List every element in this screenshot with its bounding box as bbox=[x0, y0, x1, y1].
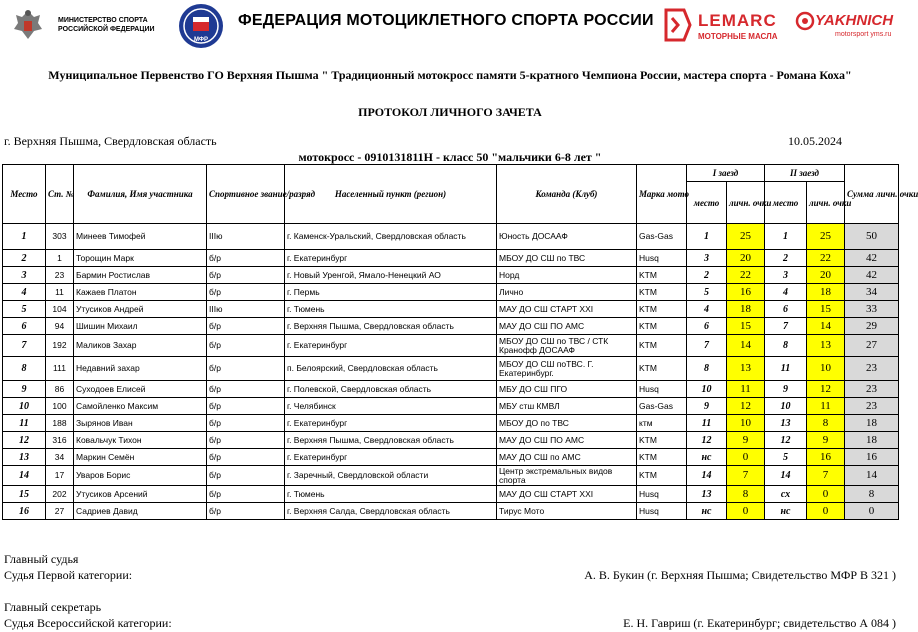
row-place: 13 bbox=[3, 449, 46, 466]
row-race1-points: 20 bbox=[727, 250, 765, 267]
row-rank: б/р bbox=[207, 466, 285, 486]
row-name: Утусиков Арсений bbox=[74, 486, 207, 503]
row-place: 7 bbox=[3, 335, 46, 357]
row-name: Садриев Давид bbox=[74, 503, 207, 520]
row-bike: Husq bbox=[637, 381, 687, 398]
table-row bbox=[3, 466, 899, 486]
row-total: 23 bbox=[845, 381, 899, 398]
row-start-no: 23 bbox=[46, 267, 74, 284]
row-place: 11 bbox=[3, 415, 46, 432]
row-total: 42 bbox=[845, 250, 899, 267]
table-row bbox=[3, 449, 899, 466]
row-race2-points: 7 bbox=[807, 466, 845, 486]
row-race2-points: 13 bbox=[807, 335, 845, 357]
row-total: 33 bbox=[845, 301, 899, 318]
row-place: 12 bbox=[3, 432, 46, 449]
row-race1-points: 8 bbox=[727, 486, 765, 503]
row-start-no: 86 bbox=[46, 381, 74, 398]
lemarc-logo-icon bbox=[662, 8, 692, 42]
row-race2-points: 22 bbox=[807, 250, 845, 267]
mfr-logo-icon bbox=[178, 3, 224, 49]
table-row bbox=[3, 250, 899, 267]
col-start-no: Ст. № bbox=[46, 165, 74, 224]
row-start-no: 188 bbox=[46, 415, 74, 432]
row-race1-points: 13 bbox=[727, 357, 765, 381]
row-city: г. Верхняя Пышма, Свердловская область bbox=[285, 432, 497, 449]
row-city: г. Пермь bbox=[285, 284, 497, 301]
row-race2-place: 4 bbox=[765, 284, 807, 301]
row-city: г. Челябинск bbox=[285, 398, 497, 415]
chief-judge-label: Главный судья bbox=[4, 552, 79, 566]
row-race1-place: 10 bbox=[687, 381, 727, 398]
row-rank: б/р bbox=[207, 398, 285, 415]
header-bar bbox=[0, 0, 900, 50]
row-team: МБУ стш КМВЛ bbox=[497, 398, 637, 415]
row-place: 6 bbox=[3, 318, 46, 335]
row-race1-points: 12 bbox=[727, 398, 765, 415]
row-race1-place: 1 bbox=[687, 224, 727, 250]
table-row bbox=[3, 267, 899, 284]
row-race2-place: 7 bbox=[765, 318, 807, 335]
row-race2-place: 10 bbox=[765, 398, 807, 415]
row-team: МАУ ДО СШ ПО АМС bbox=[497, 432, 637, 449]
row-rank: IIIю bbox=[207, 224, 285, 250]
row-bike: KTM bbox=[637, 466, 687, 486]
row-city: г. Екатеринбург bbox=[285, 449, 497, 466]
col-race2: II заезд bbox=[765, 165, 845, 182]
row-race2-points: 0 bbox=[807, 503, 845, 520]
row-race2-place: 12 bbox=[765, 432, 807, 449]
event-title: Муниципальное Первенство ГО Верхняя Пышма " Традиционный мотокросс памяти 5-кратного Чемпиона России, мастера спорта - Романа Коха" bbox=[48, 68, 852, 82]
row-city: г. Тюмень bbox=[285, 486, 497, 503]
row-total: 23 bbox=[845, 357, 899, 381]
row-total: 34 bbox=[845, 284, 899, 301]
row-race2-points: 20 bbox=[807, 267, 845, 284]
row-total: 42 bbox=[845, 267, 899, 284]
col-bike: Марка мото bbox=[637, 165, 687, 224]
table-row bbox=[3, 503, 899, 520]
col-place: Место bbox=[3, 165, 46, 224]
row-place: 9 bbox=[3, 381, 46, 398]
row-race2-place: 1 bbox=[765, 224, 807, 250]
event-location: г. Верхняя Пышма, Свердловская область bbox=[4, 134, 217, 148]
row-name: Маликов Захар bbox=[74, 335, 207, 357]
row-team: МАУ ДО СШ ПО АМС bbox=[497, 318, 637, 335]
col-team: Команда (Клуб) bbox=[497, 165, 637, 224]
row-city: г. Каменск-Уральский, Свердловская область bbox=[285, 224, 497, 250]
table-row bbox=[3, 284, 899, 301]
row-bike: Gas-Gas bbox=[637, 224, 687, 250]
row-team: МБОУ ДО СШ поТВС. Г. Екатеринбург. bbox=[497, 357, 637, 381]
row-city: г. Новый Уренгой, Ямало-Ненецкий АО bbox=[285, 267, 497, 284]
row-team: МАУ ДО СШ по АМС bbox=[497, 449, 637, 466]
row-race1-place: 11 bbox=[687, 415, 727, 432]
row-name: Уваров Борис bbox=[74, 466, 207, 486]
row-race1-place: 2 bbox=[687, 267, 727, 284]
row-team: МБОУ ДО СШ по ТВС bbox=[497, 250, 637, 267]
row-bike: KTM bbox=[637, 335, 687, 357]
row-bike: Husq bbox=[637, 486, 687, 503]
row-name: Шишин Михаил bbox=[74, 318, 207, 335]
row-race2-place: 3 bbox=[765, 267, 807, 284]
row-race1-place: 6 bbox=[687, 318, 727, 335]
row-race2-place: 2 bbox=[765, 250, 807, 267]
row-rank: б/р bbox=[207, 449, 285, 466]
row-start-no: 94 bbox=[46, 318, 74, 335]
row-place: 1 bbox=[3, 224, 46, 250]
row-race2-points: 11 bbox=[807, 398, 845, 415]
row-name: Торощин Марк bbox=[74, 250, 207, 267]
row-race1-place: нс bbox=[687, 503, 727, 520]
chief-judge-name: А. В. Букин (г. Верхняя Пышма; Свидетельство МФР В 321 ) bbox=[584, 568, 896, 582]
col-race1-points: личн. очки bbox=[727, 182, 765, 224]
row-bike: KTM bbox=[637, 449, 687, 466]
row-total: 18 bbox=[845, 415, 899, 432]
row-race1-points: 22 bbox=[727, 267, 765, 284]
row-rank: б/р bbox=[207, 284, 285, 301]
row-rank: б/р bbox=[207, 250, 285, 267]
row-race1-points: 16 bbox=[727, 284, 765, 301]
row-city: г. Екатеринбург bbox=[285, 415, 497, 432]
ministry-name: МИНИСТЕРСТВО СПОРТА РОССИЙСКОЙ ФЕДЕРАЦИИ bbox=[58, 17, 155, 33]
yakhnich-logo bbox=[795, 10, 895, 44]
row-place: 5 bbox=[3, 301, 46, 318]
row-race1-place: 7 bbox=[687, 335, 727, 357]
row-rank: б/р bbox=[207, 432, 285, 449]
row-place: 15 bbox=[3, 486, 46, 503]
table-row bbox=[3, 381, 899, 398]
col-race2-place: место bbox=[765, 182, 807, 224]
row-city: п. Белоярский, Свердловская область bbox=[285, 357, 497, 381]
row-team: Центр экстремальных видов спорта bbox=[497, 466, 637, 486]
chief-secretary-category: Судья Всероссийской категории: bbox=[4, 616, 172, 630]
table-row bbox=[3, 335, 899, 357]
row-race2-place: 13 bbox=[765, 415, 807, 432]
row-race1-points: 0 bbox=[727, 503, 765, 520]
row-start-no: 27 bbox=[46, 503, 74, 520]
row-city: г. Заречный, Свердловской области bbox=[285, 466, 497, 486]
row-total: 27 bbox=[845, 335, 899, 357]
row-team: МАУ ДО СШ СТАРТ XXI bbox=[497, 486, 637, 503]
row-race2-points: 10 bbox=[807, 357, 845, 381]
row-race1-place: 12 bbox=[687, 432, 727, 449]
row-bike: KTM bbox=[637, 357, 687, 381]
col-race1: I заезд bbox=[687, 165, 765, 182]
row-race1-points: 7 bbox=[727, 466, 765, 486]
row-name: Минеев Тимофей bbox=[74, 224, 207, 250]
table-row bbox=[3, 224, 899, 250]
row-city: г. Верхняя Салда, Свердловская область bbox=[285, 503, 497, 520]
row-name: Бармин Ростислав bbox=[74, 267, 207, 284]
row-place: 2 bbox=[3, 250, 46, 267]
row-rank: б/р bbox=[207, 357, 285, 381]
row-total: 18 bbox=[845, 432, 899, 449]
row-race1-points: 25 bbox=[727, 224, 765, 250]
row-race2-points: 18 bbox=[807, 284, 845, 301]
federation-title: ФЕДЕРАЦИЯ МОТОЦИКЛЕТНОГО СПОРТА РОССИИ bbox=[238, 12, 654, 29]
row-start-no: 192 bbox=[46, 335, 74, 357]
row-start-no: 11 bbox=[46, 284, 74, 301]
emblem-icon bbox=[8, 5, 48, 45]
row-team: МАУ ДО СШ СТАРТ XXI bbox=[497, 301, 637, 318]
table-row bbox=[3, 415, 899, 432]
row-total: 29 bbox=[845, 318, 899, 335]
row-bike: Husq bbox=[637, 503, 687, 520]
row-start-no: 17 bbox=[46, 466, 74, 486]
row-race1-place: 5 bbox=[687, 284, 727, 301]
lemarc-name: LEMARC bbox=[698, 11, 777, 30]
row-place: 10 bbox=[3, 398, 46, 415]
row-city: г. Полевской, Свердловская область bbox=[285, 381, 497, 398]
row-city: г. Тюмень bbox=[285, 301, 497, 318]
row-rank: б/р bbox=[207, 267, 285, 284]
row-rank: б/р bbox=[207, 503, 285, 520]
row-city: г. Екатеринбург bbox=[285, 250, 497, 267]
row-race1-points: 9 bbox=[727, 432, 765, 449]
row-race2-points: 12 bbox=[807, 381, 845, 398]
row-race2-points: 14 bbox=[807, 318, 845, 335]
row-race1-points: 15 bbox=[727, 318, 765, 335]
row-race2-place: 5 bbox=[765, 449, 807, 466]
row-name: Суходоев Елисей bbox=[74, 381, 207, 398]
row-team: МБОУ ДО по ТВС bbox=[497, 415, 637, 432]
mfr-logo-text: МФР bbox=[193, 37, 209, 43]
row-race1-place: 9 bbox=[687, 398, 727, 415]
row-place: 3 bbox=[3, 267, 46, 284]
row-race2-points: 9 bbox=[807, 432, 845, 449]
row-race1-place: 14 bbox=[687, 466, 727, 486]
row-place: 4 bbox=[3, 284, 46, 301]
row-race1-points: 10 bbox=[727, 415, 765, 432]
row-bike: Gas-Gas bbox=[637, 398, 687, 415]
protocol-title: ПРОТОКОЛ ЛИЧНОГО ЗАЧЕТА bbox=[358, 105, 542, 119]
row-bike: Husq bbox=[637, 250, 687, 267]
row-team: Тирус Мото bbox=[497, 503, 637, 520]
row-name: Ковальчук Тихон bbox=[74, 432, 207, 449]
row-team: Юность ДОСААФ bbox=[497, 224, 637, 250]
row-city: г. Верхняя Пышма, Свердловская область bbox=[285, 318, 497, 335]
row-total: 14 bbox=[845, 466, 899, 486]
row-race2-place: 6 bbox=[765, 301, 807, 318]
row-start-no: 100 bbox=[46, 398, 74, 415]
row-race2-points: 25 bbox=[807, 224, 845, 250]
row-name: Недавний захар bbox=[74, 357, 207, 381]
row-race1-place: 3 bbox=[687, 250, 727, 267]
lemarc-sub: МОТОРНЫЕ МАСЛА bbox=[698, 32, 778, 41]
table-row bbox=[3, 318, 899, 335]
chief-secretary-label: Главный секретарь bbox=[4, 600, 102, 614]
row-name: Самойленко Максим bbox=[74, 398, 207, 415]
row-name: Утусиков Андрей bbox=[74, 301, 207, 318]
chief-secretary-name: Е. Н. Гавриш (г. Екатеринбург; свидетельство А 084 ) bbox=[623, 616, 896, 630]
row-place: 16 bbox=[3, 503, 46, 520]
row-rank: IIIю bbox=[207, 301, 285, 318]
row-start-no: 202 bbox=[46, 486, 74, 503]
yakhnich-logo-icon bbox=[795, 10, 815, 32]
row-place: 14 bbox=[3, 466, 46, 486]
row-total: 8 bbox=[845, 486, 899, 503]
row-start-no: 104 bbox=[46, 301, 74, 318]
row-race2-points: 15 bbox=[807, 301, 845, 318]
row-start-no: 111 bbox=[46, 357, 74, 381]
yakhnich-sub: motorsport yms.ru bbox=[835, 31, 892, 38]
row-bike: KTM bbox=[637, 318, 687, 335]
table-row bbox=[3, 301, 899, 318]
row-start-no: 303 bbox=[46, 224, 74, 250]
col-name: Фамилия, Имя участника bbox=[74, 165, 207, 224]
row-start-no: 316 bbox=[46, 432, 74, 449]
row-bike: KTM bbox=[637, 432, 687, 449]
row-rank: б/р bbox=[207, 486, 285, 503]
col-race1-place: место bbox=[687, 182, 727, 224]
row-race2-place: 14 bbox=[765, 466, 807, 486]
row-race2-place: 8 bbox=[765, 335, 807, 357]
row-total: 23 bbox=[845, 398, 899, 415]
row-race1-place: 4 bbox=[687, 301, 727, 318]
row-race2-points: 8 bbox=[807, 415, 845, 432]
row-rank: б/р bbox=[207, 381, 285, 398]
row-rank: б/р bbox=[207, 318, 285, 335]
chief-judge-category: Судья Первой категории: bbox=[4, 568, 133, 582]
row-total: 0 bbox=[845, 503, 899, 520]
row-bike: ктм bbox=[637, 415, 687, 432]
row-race2-place: 11 bbox=[765, 357, 807, 381]
row-team: Норд bbox=[497, 267, 637, 284]
yakhnich-name: YAKHNICH bbox=[815, 12, 894, 29]
row-race2-place: сх bbox=[765, 486, 807, 503]
row-team: Лично bbox=[497, 284, 637, 301]
row-start-no: 1 bbox=[46, 250, 74, 267]
row-total: 50 bbox=[845, 224, 899, 250]
row-race2-points: 0 bbox=[807, 486, 845, 503]
row-race1-place: нс bbox=[687, 449, 727, 466]
row-bike: KTM bbox=[637, 284, 687, 301]
results-body bbox=[3, 224, 899, 520]
row-city: г. Екатеринбург bbox=[285, 335, 497, 357]
row-place: 8 bbox=[3, 357, 46, 381]
col-race2-points: личн. очки bbox=[807, 182, 845, 224]
row-name: Кажаев Платон bbox=[74, 284, 207, 301]
class-line: мотокросс - 0910131811Н - класс 50 "мальчики 6-8 лет " bbox=[298, 150, 602, 164]
row-bike: KTM bbox=[637, 301, 687, 318]
event-date: 10.05.2024 bbox=[788, 134, 842, 148]
table-row bbox=[3, 486, 899, 503]
row-rank: б/р bbox=[207, 335, 285, 357]
row-race2-points: 16 bbox=[807, 449, 845, 466]
row-race1-points: 14 bbox=[727, 335, 765, 357]
row-race1-place: 8 bbox=[687, 357, 727, 381]
row-race1-points: 11 bbox=[727, 381, 765, 398]
table-row bbox=[3, 432, 899, 449]
row-rank: б/р bbox=[207, 415, 285, 432]
row-race1-points: 18 bbox=[727, 301, 765, 318]
row-total: 16 bbox=[845, 449, 899, 466]
lemarc-logo bbox=[662, 8, 782, 44]
row-race1-place: 13 bbox=[687, 486, 727, 503]
row-race2-place: 9 bbox=[765, 381, 807, 398]
row-name: Зырянов Иван bbox=[74, 415, 207, 432]
table-row bbox=[3, 357, 899, 381]
table-row bbox=[3, 398, 899, 415]
row-race2-place: нс bbox=[765, 503, 807, 520]
results-table bbox=[2, 164, 918, 520]
col-city: Населенный пункт (регион) bbox=[285, 165, 497, 224]
row-bike: KTM bbox=[637, 267, 687, 284]
row-race1-points: 0 bbox=[727, 449, 765, 466]
col-total: Сумма личн. очки bbox=[845, 165, 899, 224]
row-team: МБОУ ДО СШ по ТВС / СТК Кранофф ДОСААФ bbox=[497, 335, 637, 357]
row-start-no: 34 bbox=[46, 449, 74, 466]
col-rank: Спортивное звание/разряд bbox=[207, 165, 285, 224]
row-team: МБУ ДО СШ ПГО bbox=[497, 381, 637, 398]
row-name: Маркин Семён bbox=[74, 449, 207, 466]
